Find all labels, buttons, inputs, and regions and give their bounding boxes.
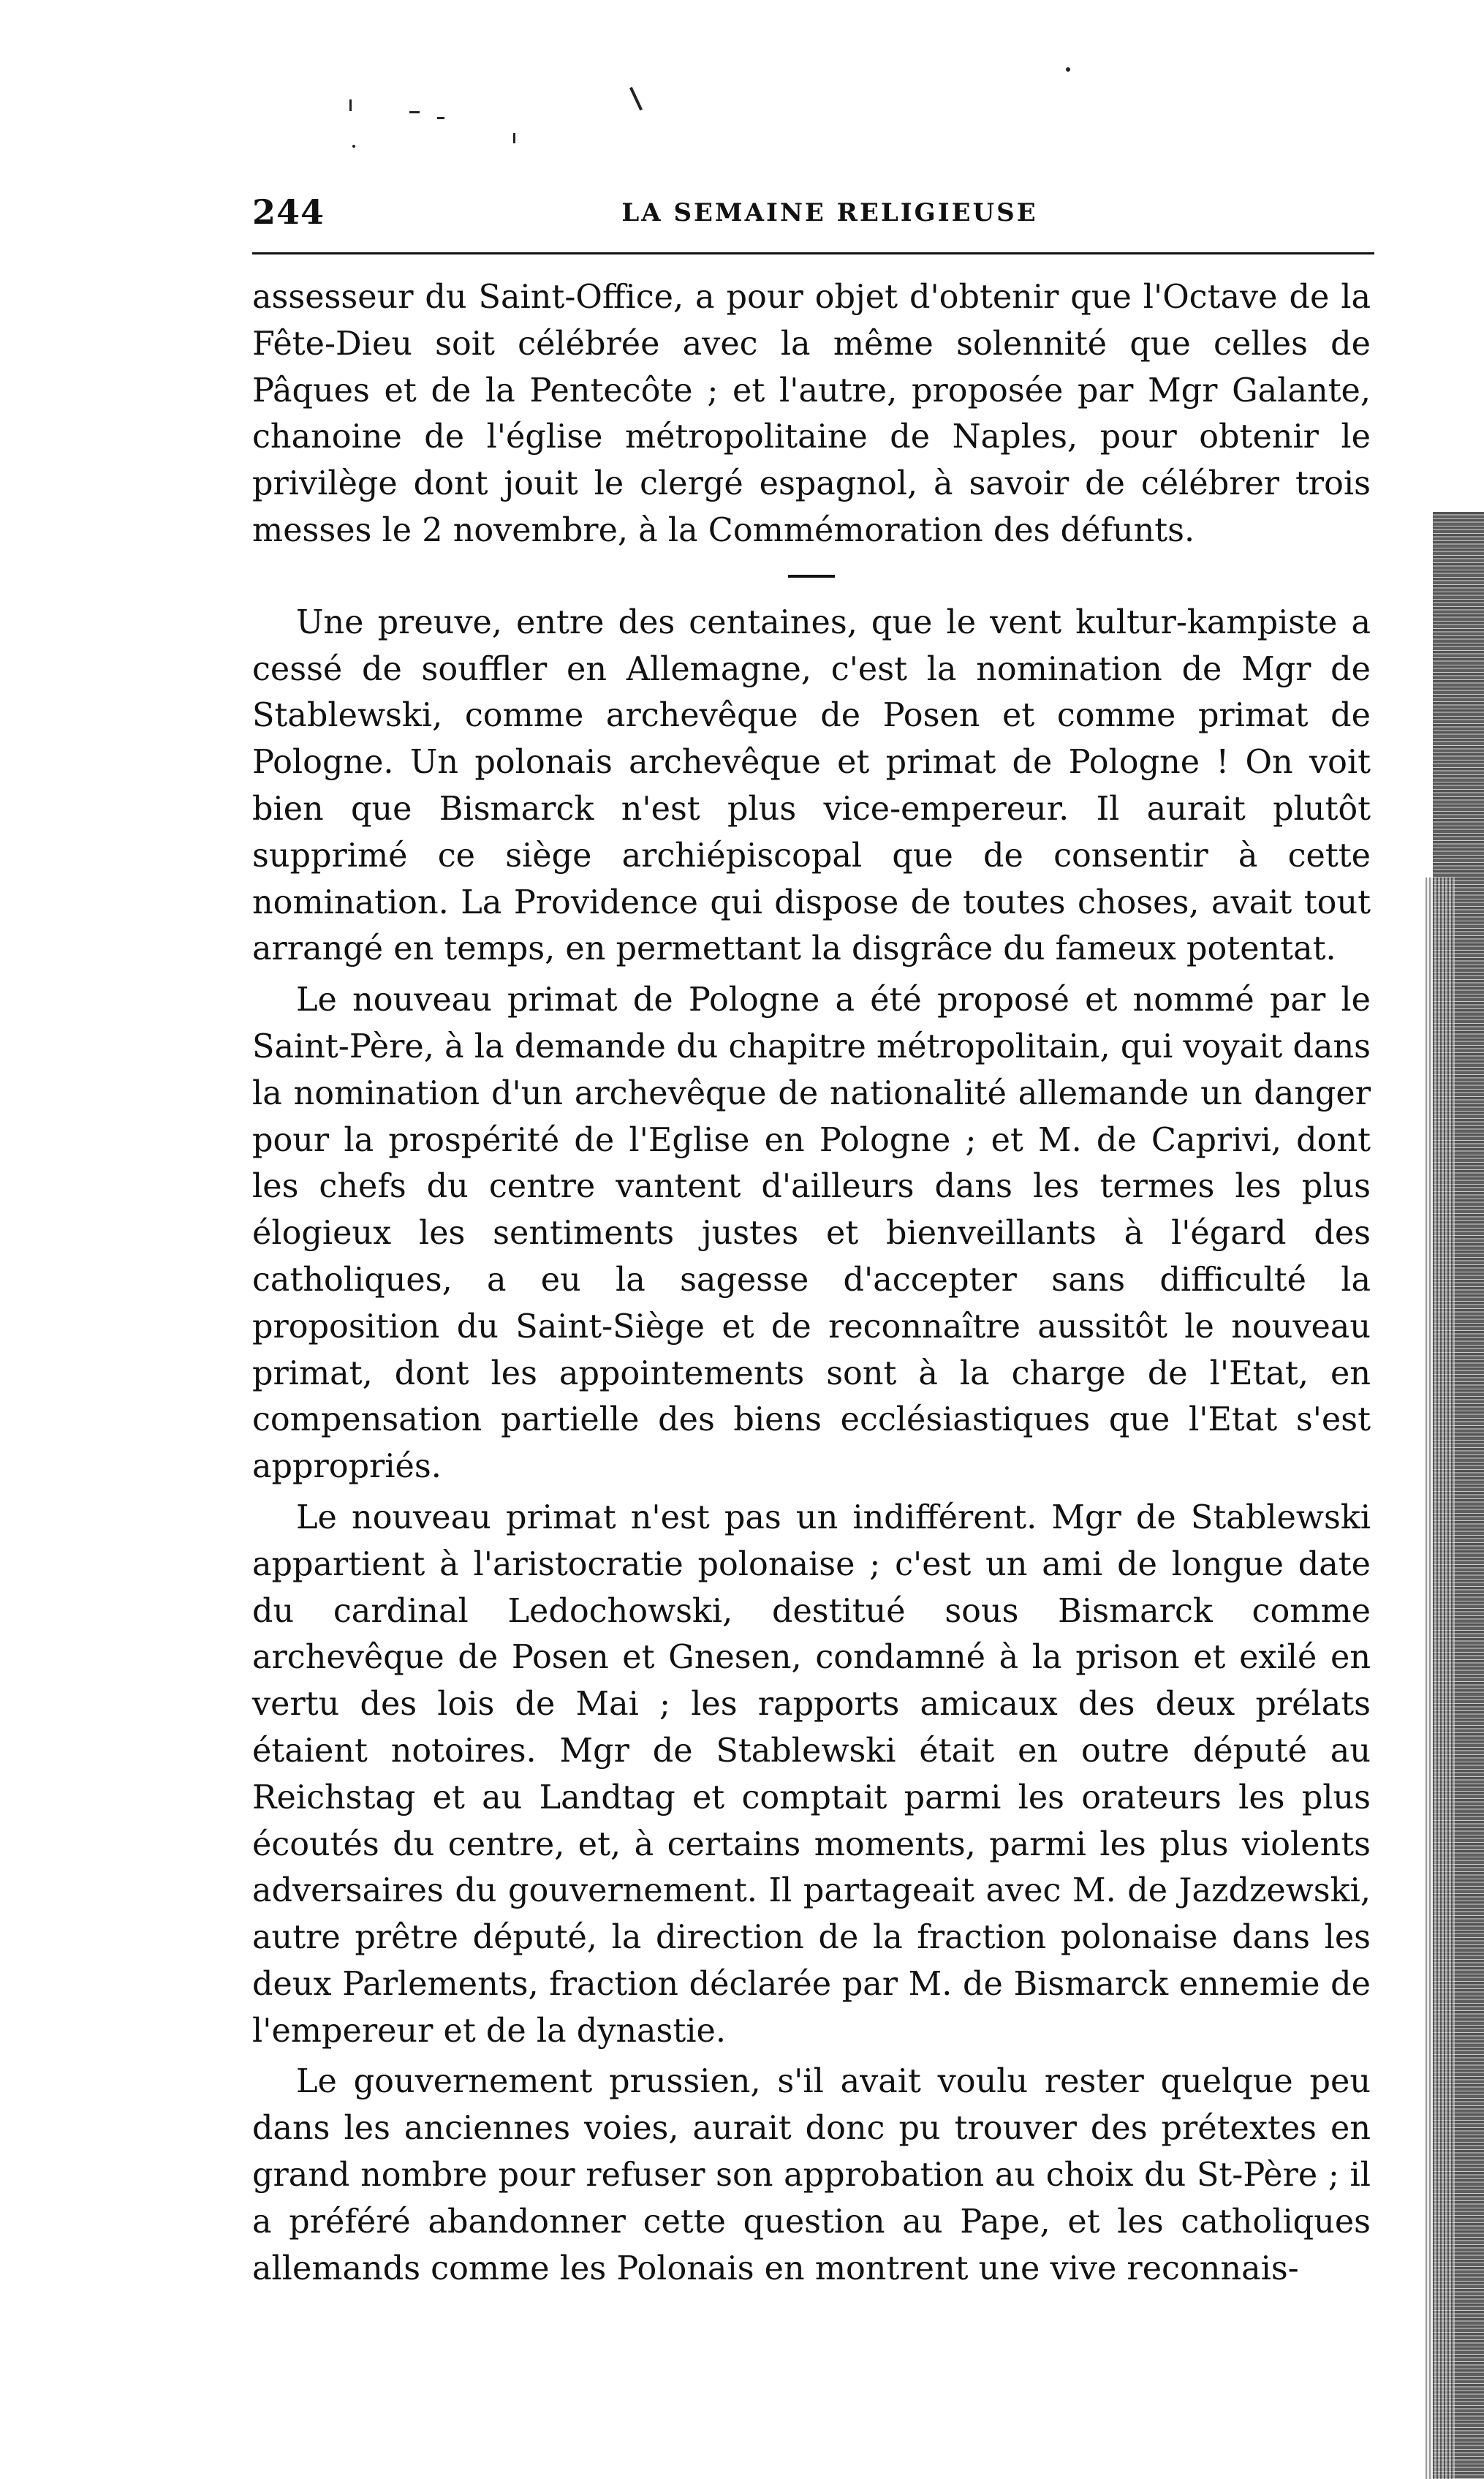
scan-edge-texture	[1426, 878, 1455, 2479]
page-header	[252, 186, 1378, 238]
scan-speck	[437, 117, 444, 119]
scan-speck	[409, 111, 420, 113]
page-number: 244	[252, 192, 325, 232]
paragraph: Le gouvernement prussien, s'il avait voulu rester quelque peu dans les anciennes voies, aurait donc pu trouver des prétextes en grand nombre pour refuser son approbation au choix du St-Père ; il a préféré abandonner cette question au Pape, et les catholiques allemands comme les Polonais en montrent une vive reconnais-	[252, 2063, 1371, 2287]
scan-speck	[349, 99, 352, 111]
scan-speck	[513, 133, 515, 143]
scan-speck	[1066, 67, 1070, 72]
running-title: LA SEMAINE RELIGIEUSE	[621, 198, 1038, 227]
paragraph: Le nouveau primat n'est pas un indifférent. Mgr de Stablewski appartient à l'aristocratie polonaise ; c'est un ami de longue date du cardinal Ledochowski, destitué sous Bismarck comme archevêque de Posen et Gnesen, condamné à la prison et exilé en vertu des lois de Mai ; les rapports amicaux des deux prélats étaient notoires. Mgr de Stablewski était en outre député au Reichstag et au Landtag et comptait parmi les orateurs les plus écoutés du centre, et, à certains moments, parmi les plus violents adversaires du gouvernement. Il partageait avec M. de Jazdzewski, autre prêtre député, la direction de la fraction polonaise dans les deux Parlements, fraction déclarée par M. de Bismarck ennemie de l'empereur et de la dynastie.	[252, 1498, 1371, 2050]
paragraph: Une preuve, entre des centaines, que le vent kultur-kampiste a cessé de souffler en Allemagne, c'est la nomination de Mgr de Stablewski, comme archevêque de Posen et comme primat de Pologne. Un polonais archevêque et primat de Pologne ! On voit bien que Bismarck n'est plus vice-empereur. Il aurait plutôt supprimé ce siège archiépiscopal que de consentir à cette nomination. La Providence qui dispose de toutes choses, avait tout arrangé en temps, en permettant la disgrâce du fameux potentat.	[252, 603, 1371, 968]
scan-speck	[352, 145, 355, 148]
paragraph: Le nouveau primat de Pologne a été proposé et nommé par le Saint-Père, à la demande du chapitre métropolitain, qui voyait dans la nomination d'un archevêque de nationalité allemande un danger pour la prospérité de l'Eglise en Pologne ; et M. de Caprivi, dont les chefs du centre vantent d'ailleurs dans les termes les plus élogieux les sentiments justes et bienveillants à l'égard des catholiques, a eu la sagesse d'accepter sans difficulté la proposition du Saint-Siège et de reconnaître aussitôt le nouveau primat, dont les appointements sont à la charge de l'Etat, en compensation partielle des biens ecclésiastiques que l'Etat s'est appropriés.	[252, 981, 1371, 1486]
section-divider	[788, 575, 835, 578]
article-body	[252, 274, 1371, 2292]
paragraph-continuation: assesseur du Saint-Office, a pour objet d'obtenir que l'Octave de la Fête-Dieu soit célébrée avec la même solennité que celles de Pâques et de la Pentecôte ; et l'autre, proposée par Mgr Galante, chanoine de l'église métropolitaine de Naples, pour obtenir le privilège dont jouit le clergé espagnol, à savoir de célébrer trois messes le 2 novembre, à la Commémoration des défunts.	[252, 279, 1371, 549]
scan-speck	[629, 87, 643, 111]
header-rule	[252, 252, 1374, 254]
